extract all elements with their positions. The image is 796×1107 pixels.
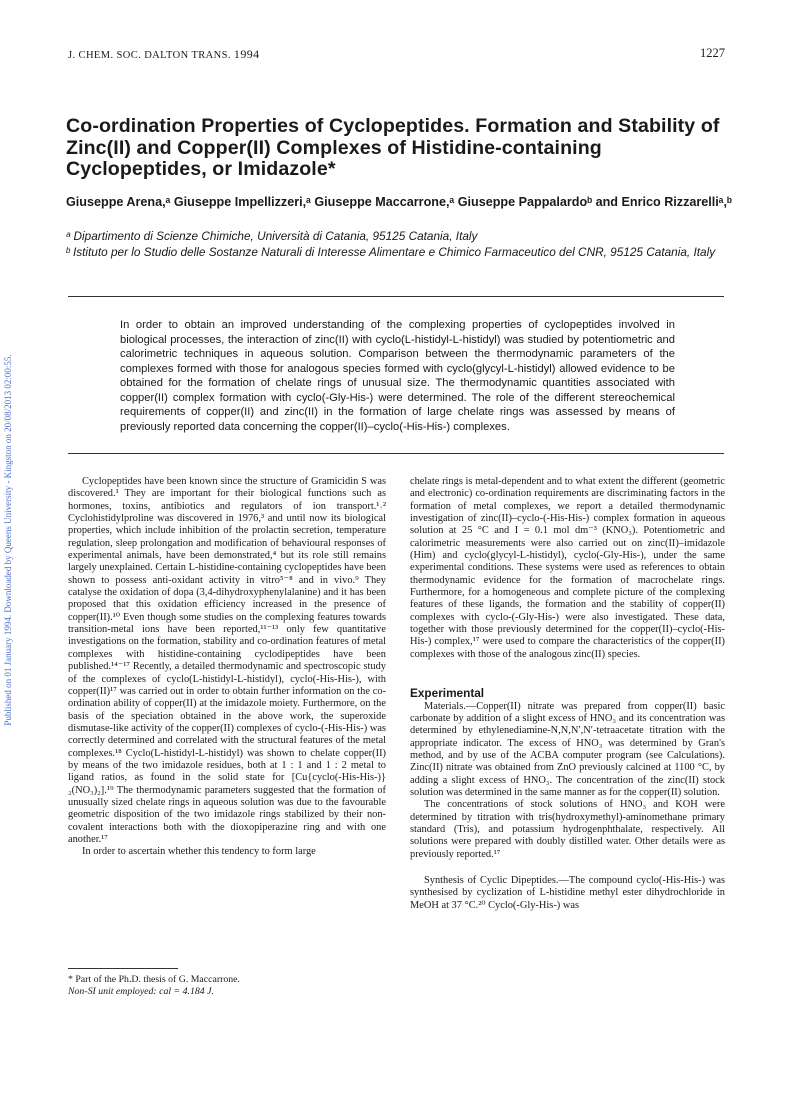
- year: 1994: [233, 47, 260, 61]
- author-list: Giuseppe Arena,ᵃ Giuseppe Impellizzeri,ᵃ Giuseppe Maccarrone,ᵃ Giuseppe Pappalardoᵇ and Enrico Rizzarelliᵃ,ᵇ: [66, 195, 732, 209]
- abstract-rule: [68, 453, 724, 454]
- journal-header: J. CHEM. SOC. DALTON TRANS. 1994: [68, 47, 260, 61]
- section-heading: Experimental: [410, 686, 485, 701]
- abstract: In order to obtain an improved understanding of the complexing properties of cyclopeptides involved in biological processes, the interaction of zinc(II) with cyclo(L-histidyl-L-histidyl) was studied by potentiometric and calorimetric techniques in aqueous solution. Comparison between the thermodynamic parameters of the complexes formed with those for analogous species formed with cyclo(glycyl-L-histidyl) allowed evidence to be obtained for the formation of chelate rings of unusual size. The thermodynamic quantities associated with copper(II) complex formation with cyclo(-Gly-His-) were determined. The role of the different stereochemical requirements of copper(II) and zinc(II) in the formation of large chelate rings was assessed by means of previously reported data concerning the copper(II)–cyclo(-His-His-) complexes.: [120, 319, 675, 433]
- intro-paragraph: Cyclopeptides have been known since the structure of Gramicidin S was discovered.¹ They are important for their biological functions such as hormones, toxins, antibiotics and regulators of ion transport.¹˒² Cyclohistidylproline was discovered in 1976,³ and until now its biological properties, which include inhibition of the prolactin secretion, temperature regulation, sleep prolongation and modification of behavioural responses of experimental animals, have been demonstrated,⁴ but its role still remains largely unexplained. Certain L-histidine-containing cyclopeptides have been shown to possess anti-oxidant activity in vitro⁵⁻⁸ and in vivo.⁹ They catalyse the oxidation of dopa (3,4-dihydroxyphenylalanine) and it has been proposed that this oxidation efficiency increased in the presence of copper(II).¹⁰ Even though some studies on the complexing features towards transition-metal ions have been reported,¹¹⁻¹³ only few quantitative investigations on the formation, stability and co-ordination features of metal complexes with histidine-containing cyclodipeptides have been published.¹⁴⁻¹⁷ Recently, a detailed thermodynamic and spectroscopic study of the complexes of cyclo(L-histidyl-L-histidyl), cyclo(-His-His-), with copper(II)¹⁷ was carried out in order to obtain further information on the co-ordination ability of copper(II) at the imidazole moiety. Furthermore, on the basis of the speciation obtained in the above work, the superoxide dismutase-like activity of the copper(II) complexes of cyclo-(-His-His-) was correctly determined and correlated with the structural features of the metal complexes.¹⁸ Cyclo(L-histidyl-L-histidyl) was shown to chelate copper(II) by means of the two imidazole residues, both at 1 : 1 and 1 : 2 metal to ligand ratios, as found in the solid state for [Cu{cyclo(-His-His-)}₂(NO₃)₂].¹⁹ The thermodynamic parameters suggested that the formation of unusually sized chelate rings in aqueous solution was due to the favourable geometric disposition of the two imidazole rings stabilized by their non-covalent interactions both with the dioxopiperazine ring and with one another.¹⁷: [68, 476, 386, 845]
- synthesis-paragraph: Synthesis of Cyclic Dipeptides.—The compound cyclo(-His-His-) was synthesised by cyclization of L-histidine methyl ester dihydrochloride in MeOH at 37 °C.²⁰ Cyclo(-Gly-His-) was: [410, 874, 725, 911]
- download-watermark: Published on 01 January 1994. Downloaded by Queens University - Kingston on 20/08/2013 02:00:55.: [3, 354, 13, 726]
- page-number: 1227: [700, 46, 725, 60]
- materials-paragraph: Materials.—Copper(II) nitrate was prepared from copper(II) basic carbonate by addition of a slight excess of HNO₃ and its concentration was determined by ethylenediamine-N,N,N′,N′-tetraacetate titration with the appropriate indicator. The excess of HNO₃ was determined by Gran's method, and by use of the ACBA computer program (see Calculations). Zinc(II) nitrate was obtained from ZnO previously calcined at 1100 °C, by adding a slight excess of HNO₃. The concentration of the zinc(II) stock solution was determined in the same manner as for the copper(II) solution.: [410, 700, 725, 798]
- footnotes: [68, 974, 386, 999]
- footnote-2: Non-SI unit employed: cal = 4.184 J.: [68, 986, 214, 998]
- article-title: Co-ordination Properties of Cyclopeptides. Formation and Stability of Zinc(II) and Copper(II) Complexes of Histidine-containing Cyclopeptides, or Imidazole*: [66, 115, 720, 180]
- right-column: [410, 476, 725, 912]
- intro-continuation: chelate rings is metal-dependent and to what extent the different (geometric and electronic) co-ordination requirements are discriminating factors in the formation of metal complexes, we report a detailed thermodynamic investigation of zinc(II)–cyclo-(-His-His-) complex formation in aqueous solution at 25 °C and I = 0.1 mol dm⁻³ (KNO₃). Potentiometric and calorimetric measurements were also carried out on zinc(II)–imidazole (Him) and cyclo(glycyl-L-histidyl), cyclo(-Gly-His-), under the same experimental conditions. These systems were used as references to obtain thermodynamic evidence for the formation of macrochelate rings. Furthermore, for a homogeneous and complete picture of the complexing features of these ligands, the formation and the stability of copper(II) complexes with cyclo-(-Gly-His-) were also investigated. These data, together with those previously determined for the copper(II)–cyclo(-His-His-) complex,¹⁷ were used to compare the characteristics of the copper(II) complexes with those of the analogous zinc(II) species.: [410, 476, 725, 660]
- affiliations: [66, 229, 746, 260]
- affiliation-a: ᵃ Dipartimento di Scienze Chimiche, Università di Catania, 95125 Catania, Italy: [66, 229, 478, 243]
- affiliation-b: ᵇ Istituto per lo Studio delle Sostanze Naturali di Interesse Alimentare e Chimico Farmaceutico del CNR, 95125 Catania, Italy: [66, 244, 716, 259]
- top-rule: [68, 296, 724, 297]
- left-column: [68, 476, 386, 859]
- footnote-rule: [68, 968, 178, 969]
- footnote-1: * Part of the Ph.D. thesis of G. Maccarrone.: [68, 974, 240, 985]
- intro-paragraph-2: In order to ascertain whether this tendency to form large: [82, 846, 316, 858]
- concentration-paragraph: The concentrations of stock solutions of HNO₃ and KOH were determined by titration with tris(hydroxymethyl)-aminomethane primary standard (Tris), and potassium hydrogenphthalate, respectively. All solutions were prepared with doubly distilled water. Other details were as previously reported.¹⁷: [410, 799, 725, 860]
